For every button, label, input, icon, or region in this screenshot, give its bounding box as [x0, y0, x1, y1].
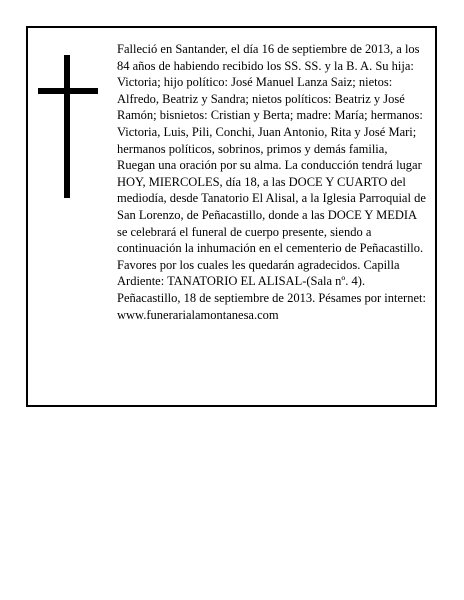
obituary-text — [117, 41, 429, 323]
obituary-paragraph-death: Falleció en Santander, el día 16 de septiembre de 2013, a los 84 años de habiendo recibido los SS. SS. y la B. A. Su hija: Victoria; hijo político: José Manuel Lanza Saiz; nietos: Alfredo, Beatriz y Sandra; nietos políticos: Beatriz y José Ramón; bisnietos: Cristian y Berta; madre: María; hermanos: Victoria, Luis, Pili, Conchi, Juan Antonio, Rita y José Mari; hermanos políticos, sobrinos, primos y demás familia, — [117, 42, 423, 156]
latin-cross-icon — [38, 55, 98, 198]
obituary-paragraph-funeral: Ruegan una oración por su alma. La conducción tendrá lugar HOY, MIERCOLES, día 18, a las DOCE Y CUARTO del mediodía, desde Tanatorio El Alisal, a la Iglesia Parroquial de San Lorenzo, de Peñacastillo, donde a las DOCE Y MEDIA se celebrará el funeral de cuerpo presente, siendo a continuación la inhumación en el cementerio de Peñacastillo. Favores por los cuales les quedarán agradecidos. Capilla Ardiente: TANATORIO EL ALISAL-(Sala nº. 4). — [117, 158, 426, 289]
obituary-paragraph-closing: Peñacastillo, 18 de septiembre de 2013. Pésames por internet: www.funerarialamontanesa.com — [117, 290, 426, 322]
obituary-notice-frame — [26, 26, 437, 407]
